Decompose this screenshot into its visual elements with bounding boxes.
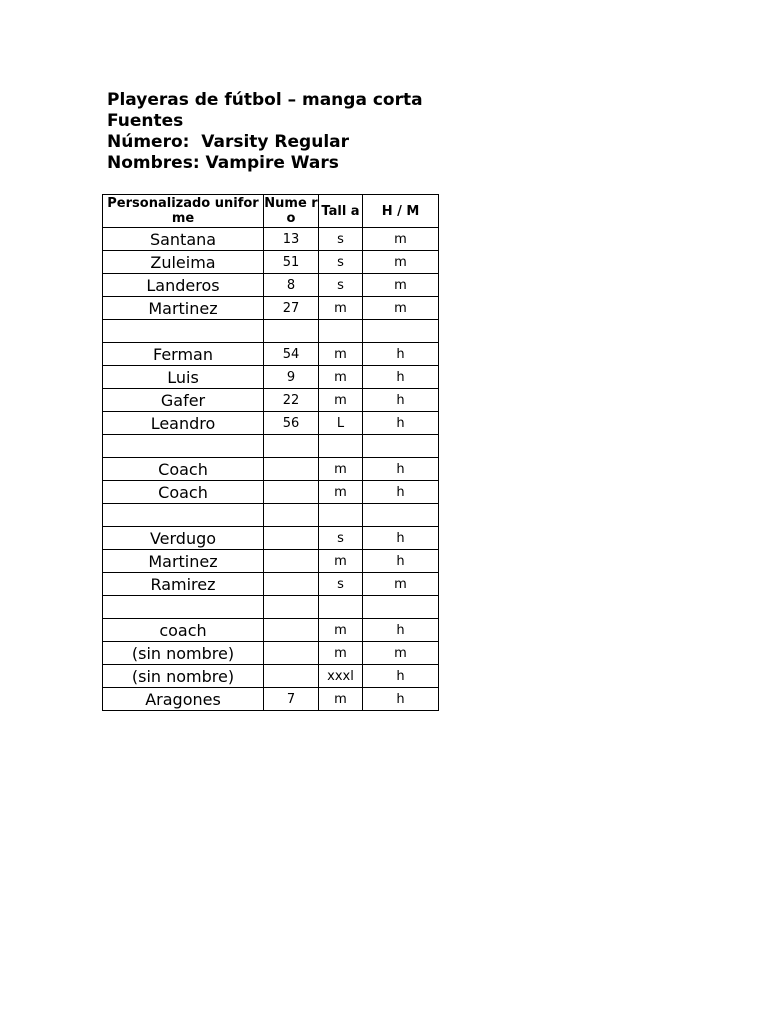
header-hm: H / M xyxy=(363,195,439,228)
heading-title: Playeras de fútbol – manga corta xyxy=(107,90,423,110)
size-cell: m xyxy=(319,297,363,320)
name-cell: Gafer xyxy=(103,389,264,412)
number-cell xyxy=(264,320,319,343)
number-cell: 51 xyxy=(264,251,319,274)
number-cell xyxy=(264,527,319,550)
table-row xyxy=(103,228,439,251)
document-heading xyxy=(107,90,423,174)
number-cell xyxy=(264,619,319,642)
table-row xyxy=(103,435,439,458)
table-row xyxy=(103,665,439,688)
size-cell xyxy=(319,435,363,458)
number-cell xyxy=(264,642,319,665)
name-cell: Coach xyxy=(103,458,264,481)
gender-cell: m xyxy=(363,573,439,596)
gender-cell: h xyxy=(363,550,439,573)
table-row xyxy=(103,274,439,297)
roster-table xyxy=(102,194,439,711)
size-cell: m xyxy=(319,366,363,389)
number-cell: 8 xyxy=(264,274,319,297)
table-row xyxy=(103,297,439,320)
number-cell: 7 xyxy=(264,688,319,711)
name-cell: Ramirez xyxy=(103,573,264,596)
table-header-row xyxy=(103,195,439,228)
gender-cell: h xyxy=(363,343,439,366)
table-row xyxy=(103,527,439,550)
header-numero: Nume ro xyxy=(264,196,318,226)
table-row xyxy=(103,412,439,435)
gender-cell: h xyxy=(363,665,439,688)
name-cell: Leandro xyxy=(103,412,264,435)
name-cell: Landeros xyxy=(103,274,264,297)
size-cell xyxy=(319,596,363,619)
table-row xyxy=(103,389,439,412)
gender-cell xyxy=(363,320,439,343)
heading-number-font: Número: Varsity Regular xyxy=(107,132,350,152)
gender-cell: h xyxy=(363,458,439,481)
gender-cell: h xyxy=(363,389,439,412)
size-cell xyxy=(319,320,363,343)
table-row xyxy=(103,504,439,527)
gender-cell: h xyxy=(363,619,439,642)
name-cell xyxy=(103,435,264,458)
name-cell xyxy=(103,320,264,343)
gender-cell: h xyxy=(363,688,439,711)
table-row xyxy=(103,343,439,366)
name-cell: (sin nombre) xyxy=(103,665,264,688)
table-row xyxy=(103,596,439,619)
table-row xyxy=(103,481,439,504)
name-cell: Coach xyxy=(103,481,264,504)
size-cell: s xyxy=(319,527,363,550)
name-cell: (sin nombre) xyxy=(103,642,264,665)
number-cell: 27 xyxy=(264,297,319,320)
roster-body xyxy=(103,228,439,711)
gender-cell: h xyxy=(363,366,439,389)
gender-cell: m xyxy=(363,274,439,297)
gender-cell xyxy=(363,596,439,619)
name-cell: Verdugo xyxy=(103,527,264,550)
table-row xyxy=(103,619,439,642)
number-cell: 56 xyxy=(264,412,319,435)
number-cell xyxy=(264,550,319,573)
size-cell: m xyxy=(319,619,363,642)
heading-name-font: Nombres: Vampire Wars xyxy=(107,153,339,173)
number-cell xyxy=(264,435,319,458)
name-cell: Martinez xyxy=(103,297,264,320)
gender-cell xyxy=(363,504,439,527)
size-cell: m xyxy=(319,688,363,711)
number-cell: 13 xyxy=(264,228,319,251)
size-cell: L xyxy=(319,412,363,435)
gender-cell: h xyxy=(363,527,439,550)
size-cell: m xyxy=(319,389,363,412)
gender-cell xyxy=(363,435,439,458)
number-cell: 54 xyxy=(264,343,319,366)
size-cell: m xyxy=(319,458,363,481)
name-cell xyxy=(103,596,264,619)
number-cell xyxy=(264,665,319,688)
number-cell: 9 xyxy=(264,366,319,389)
size-cell: s xyxy=(319,251,363,274)
table-row xyxy=(103,688,439,711)
name-cell: Aragones xyxy=(103,688,264,711)
size-cell: s xyxy=(319,274,363,297)
gender-cell: h xyxy=(363,481,439,504)
gender-cell: m xyxy=(363,251,439,274)
number-cell xyxy=(264,504,319,527)
number-cell xyxy=(264,596,319,619)
size-cell: s xyxy=(319,573,363,596)
table-row xyxy=(103,320,439,343)
size-cell: xxxl xyxy=(319,665,363,688)
name-cell: Zuleima xyxy=(103,251,264,274)
number-cell xyxy=(264,573,319,596)
table-row xyxy=(103,550,439,573)
table-row xyxy=(103,251,439,274)
gender-cell: m xyxy=(363,228,439,251)
number-cell xyxy=(264,458,319,481)
table-row xyxy=(103,458,439,481)
name-cell: coach xyxy=(103,619,264,642)
gender-cell: m xyxy=(363,642,439,665)
name-cell xyxy=(103,504,264,527)
name-cell: Martinez xyxy=(103,550,264,573)
heading-fonts: Fuentes xyxy=(107,111,184,131)
size-cell: m xyxy=(319,642,363,665)
size-cell xyxy=(319,504,363,527)
name-cell: Ferman xyxy=(103,343,264,366)
name-cell: Santana xyxy=(103,228,264,251)
header-talla: Tall a xyxy=(319,195,363,228)
gender-cell: m xyxy=(363,297,439,320)
size-cell: s xyxy=(319,228,363,251)
size-cell: m xyxy=(319,481,363,504)
header-personalizado: Personalizado uniforme xyxy=(103,195,264,228)
number-cell xyxy=(264,481,319,504)
name-cell: Luis xyxy=(103,366,264,389)
number-cell: 22 xyxy=(264,389,319,412)
table-row xyxy=(103,366,439,389)
table-row xyxy=(103,642,439,665)
size-cell: m xyxy=(319,550,363,573)
table-row xyxy=(103,573,439,596)
gender-cell: h xyxy=(363,412,439,435)
size-cell: m xyxy=(319,343,363,366)
